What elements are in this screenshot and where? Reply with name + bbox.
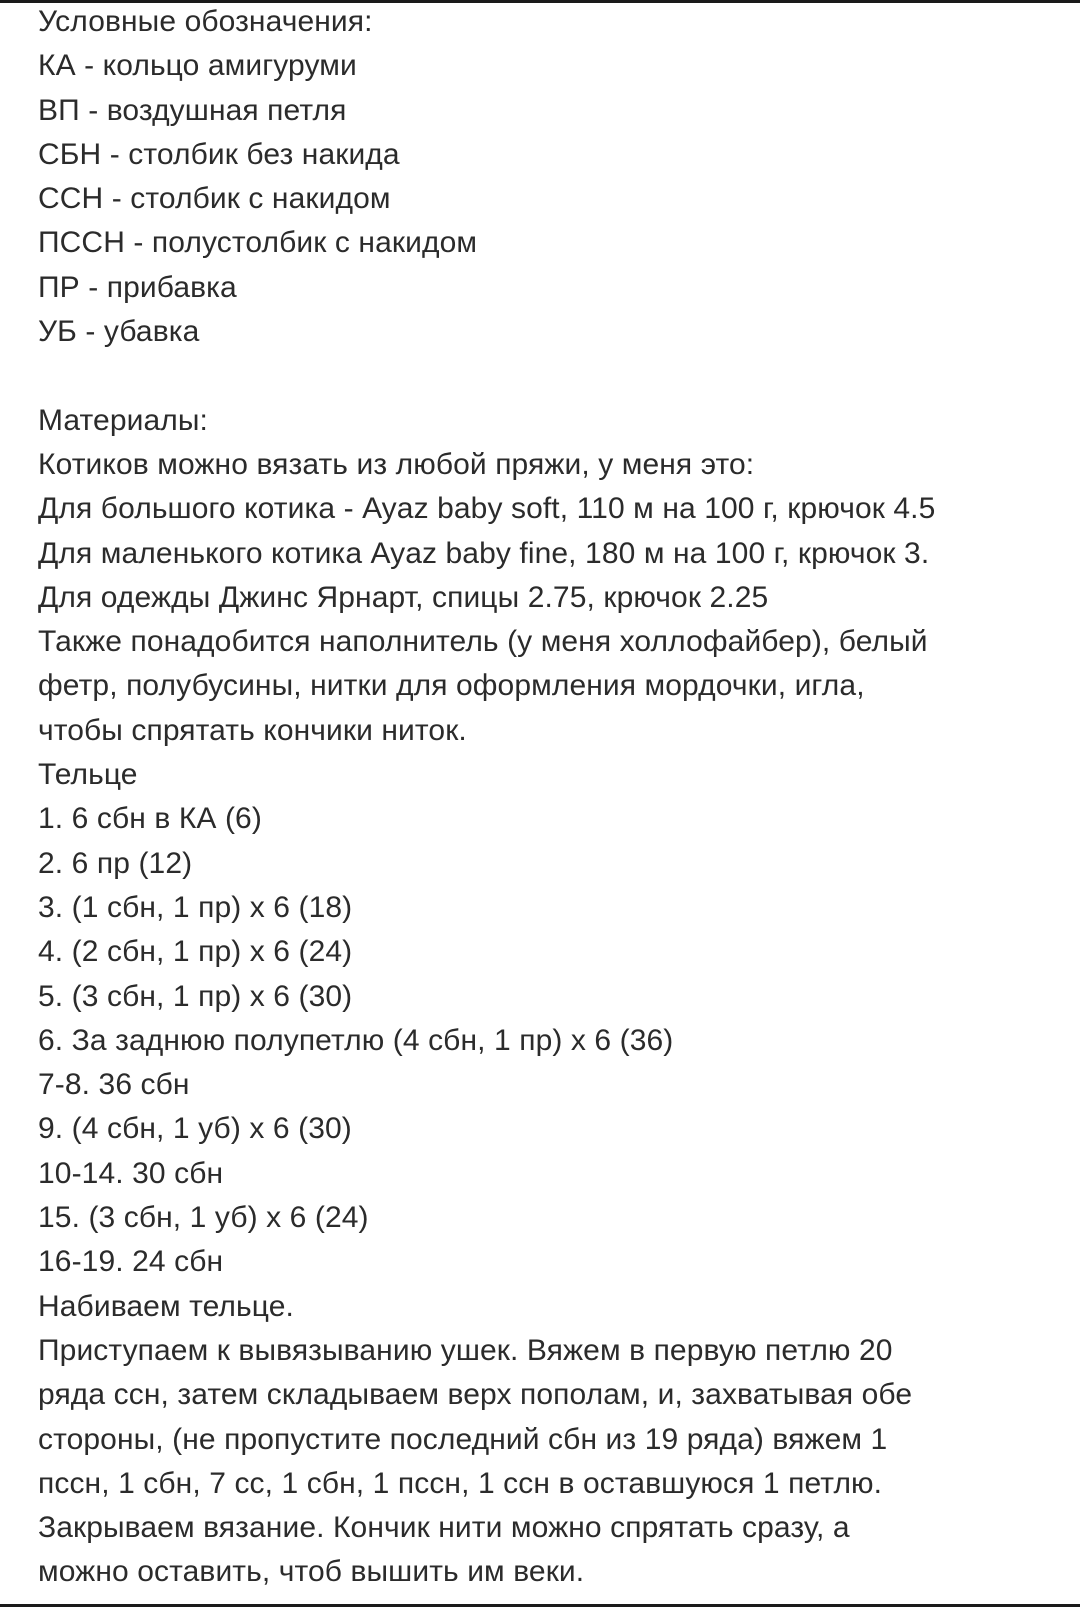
legend-item: ВП - воздушная петля [38, 93, 347, 127]
legend-item: ПССН - полустолбик с накидом [38, 226, 478, 260]
bottom-border [0, 1604, 1080, 1607]
ears-instruction-line: Приступаем к вывязыванию ушек. Вяжем в первую петлю 20 [38, 1333, 893, 1367]
document-text [38, 0, 1068, 1595]
materials-line: Для одежды Джинс Ярнарт, спицы 2.75, крючок 2.25 [38, 580, 769, 614]
pattern-row: 3. (1 сбн, 1 пр) х 6 (18) [38, 890, 353, 924]
pattern-row: 1. 6 сбн в КА (6) [38, 802, 262, 836]
pattern-row: 7-8. 36 сбн [38, 1068, 190, 1102]
legend-item: УБ - убавка [38, 315, 200, 349]
legend-title: Условные обозначения: [38, 5, 373, 38]
materials-line: фетр, полубусины, нитки для оформления мордочки, игла, [38, 669, 865, 703]
pattern-row: 15. (3 сбн, 1 уб) х 6 (24) [38, 1201, 369, 1235]
pattern-row: 9. (4 сбн, 1 уб) х 6 (30) [38, 1112, 352, 1146]
materials-line: Также понадобится наполнитель (у меня холлофайбер), белый [38, 625, 928, 659]
pattern-row: 5. (3 сбн, 1 пр) х 6 (30) [38, 979, 353, 1013]
ears-instruction-line: можно оставить, чтоб вышить им веки. [38, 1555, 585, 1589]
materials-line: Для большого котика - Ayaz baby soft, 110 м на 100 г, крючок 4.5 [38, 492, 936, 526]
pattern-row: 10-14. 30 сбн [38, 1156, 224, 1190]
materials-line: чтобы спрятать кончики ниток. [38, 713, 467, 747]
materials-line: Котиков можно вязать из любой пряжи, у меня это: [38, 447, 755, 481]
pattern-row: 2. 6 пр (12) [38, 846, 193, 880]
body-section-title: Тельце [38, 758, 138, 792]
materials-line: Для маленького котика Ayaz baby fine, 180 м на 100 г, крючок 3. [38, 536, 930, 570]
pattern-row: 6. За заднюю полупетлю (4 сбн, 1 пр) х 6 (36) [38, 1023, 674, 1057]
legend-item: ПР - прибавка [38, 270, 237, 304]
pattern-row: 4. (2 сбн, 1 пр) х 6 (24) [38, 935, 353, 969]
legend-item: СБН - столбик без накида [38, 137, 400, 171]
legend-item: ССН - столбик с накидом [38, 182, 391, 216]
stuff-note: Набиваем тельце. [38, 1289, 294, 1323]
ears-instruction-line: стороны, (не пропустите последний сбн из 19 ряда) вяжем 1 [38, 1422, 888, 1456]
materials-title: Материалы: [38, 403, 208, 437]
ears-instruction-line: Закрываем вязание. Кончик нити можно спрятать сразу, а [38, 1511, 850, 1545]
section-gap [38, 354, 1068, 398]
ears-instruction-line: ряда ссн, затем складываем верх пополам, и, захватывая обе [38, 1378, 913, 1412]
legend-item: КА - кольцо амигуруми [38, 49, 357, 83]
pattern-row: 16-19. 24 сбн [38, 1245, 224, 1279]
ears-instruction-line: пссн, 1 сбн, 7 сс, 1 сбн, 1 пссн, 1 ссн в оставшуюся 1 петлю. [38, 1466, 883, 1500]
